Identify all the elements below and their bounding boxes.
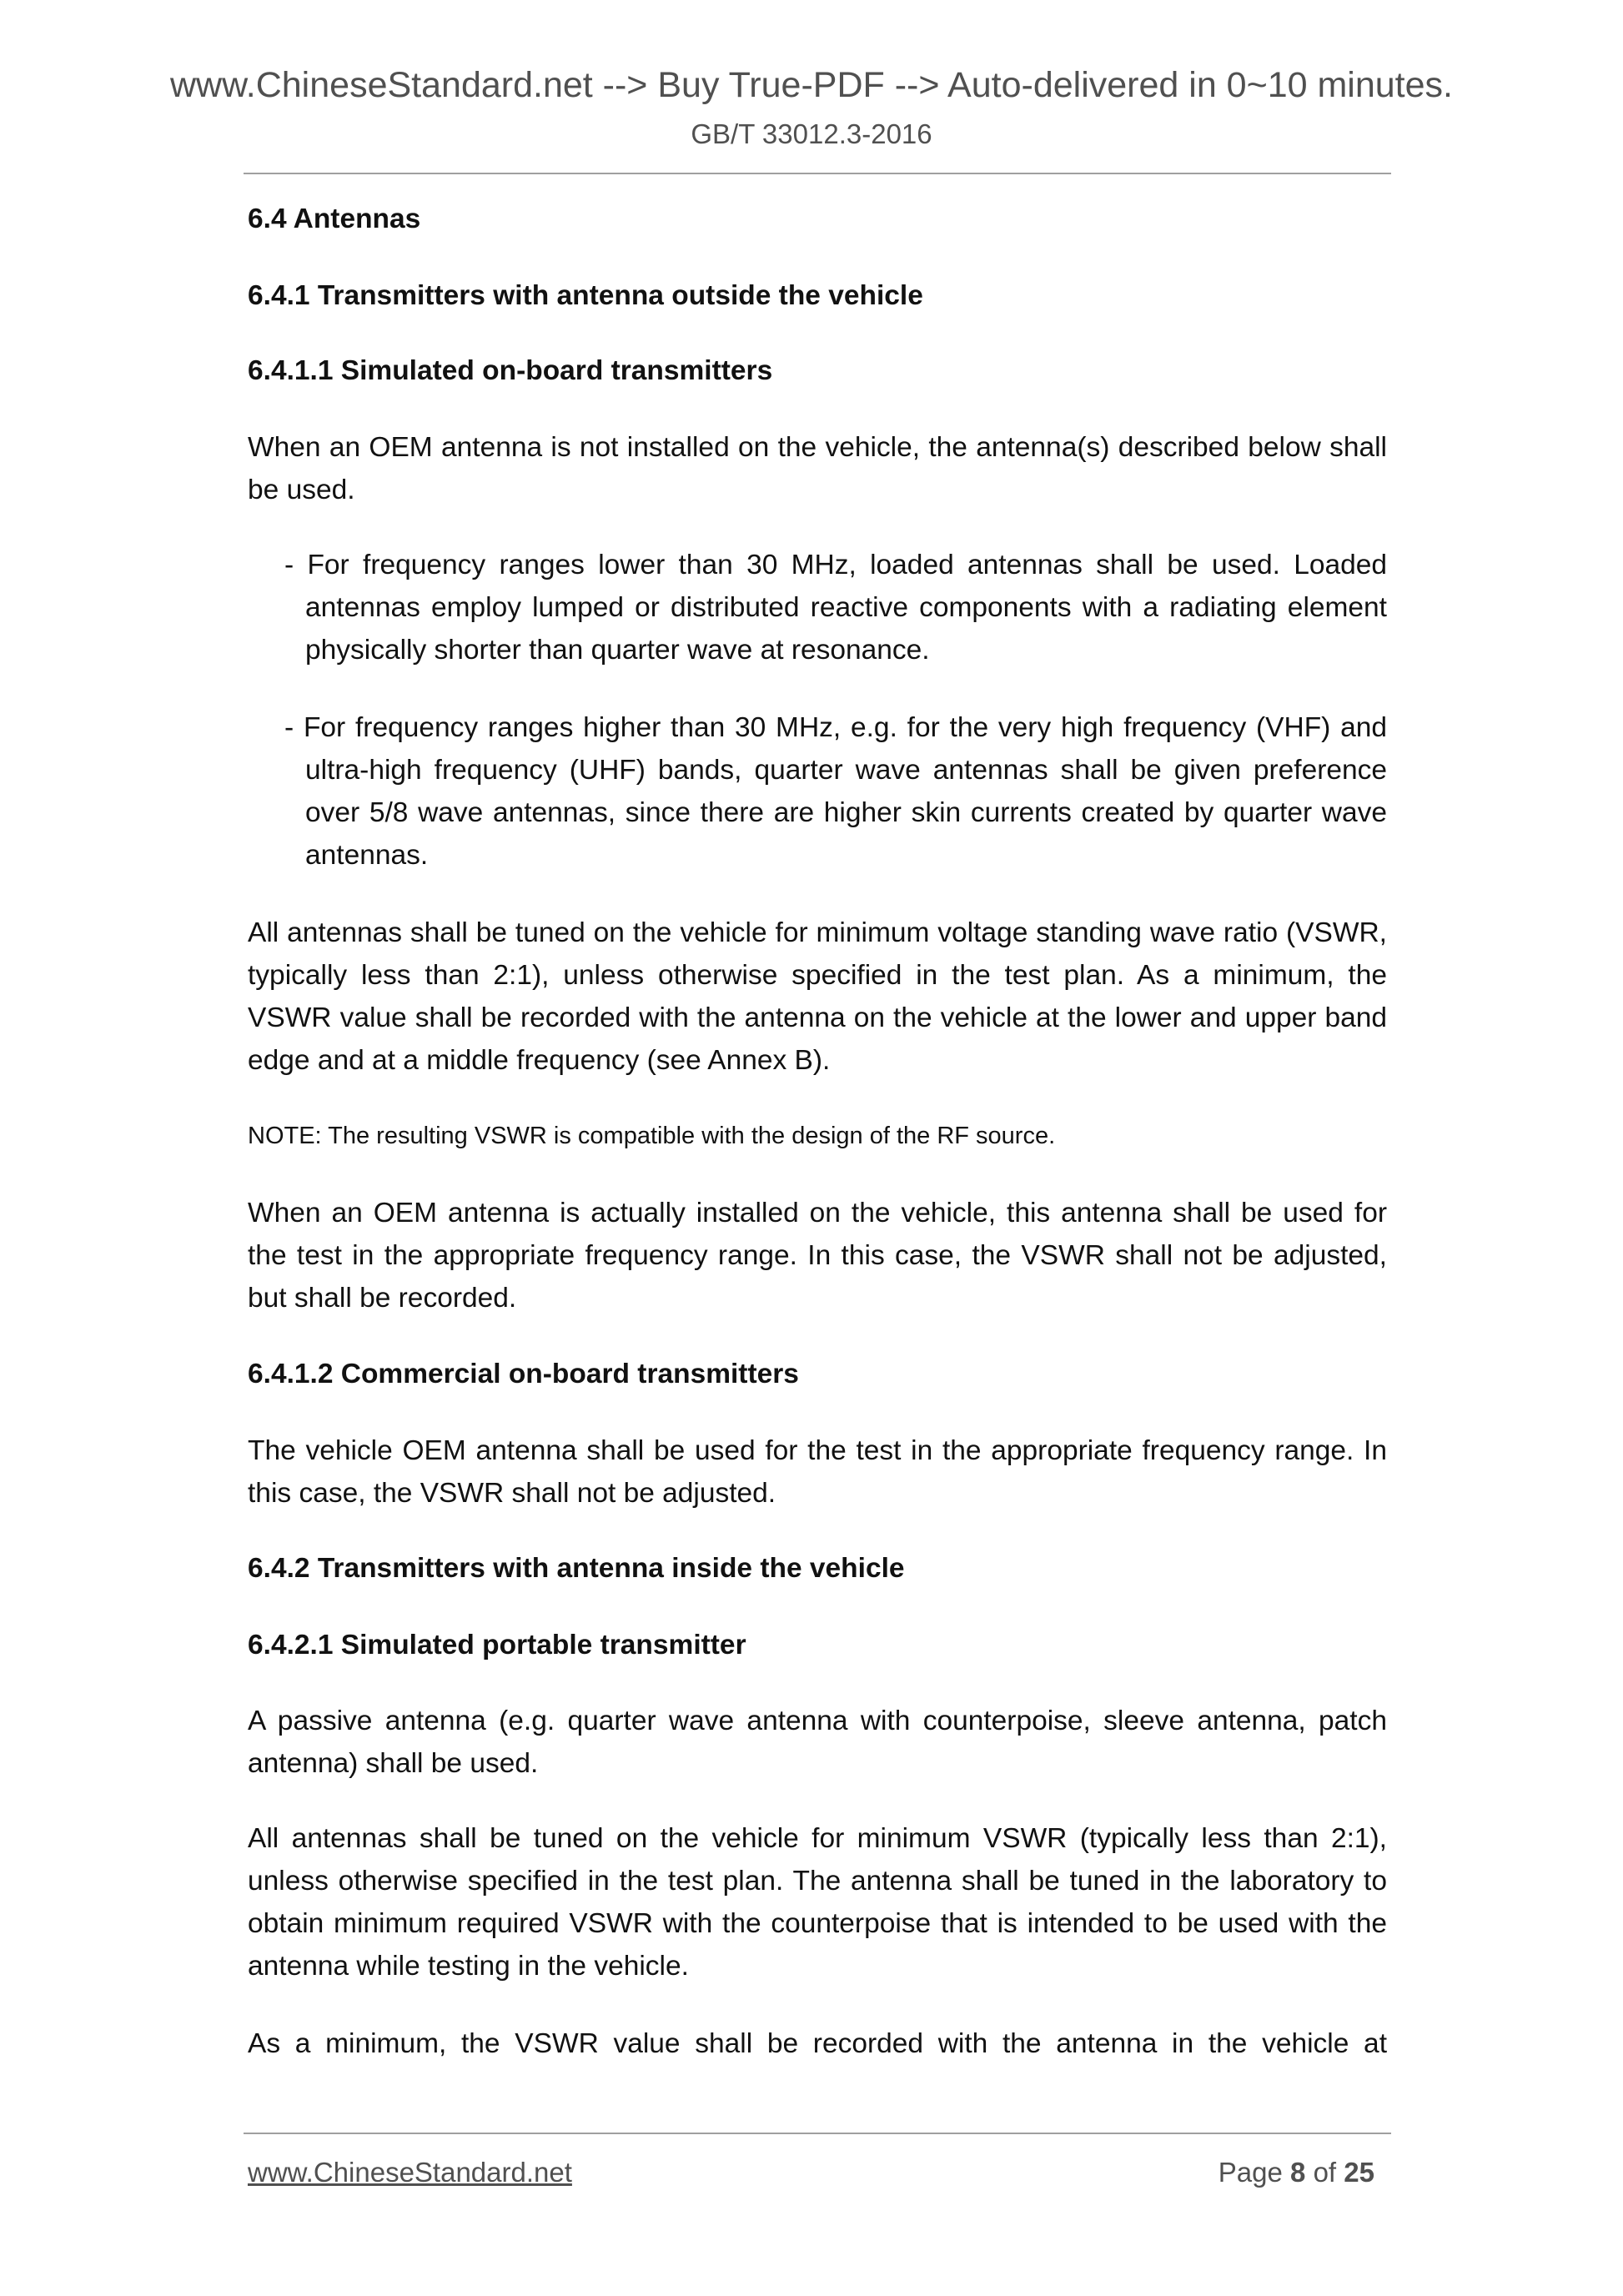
paragraph: The vehicle OEM antenna shall be used for the test in the appropriate frequency range. In this case, the VSWR shall not be adjusted. [248, 1435, 1387, 1509]
section-heading: 6.4.1.2 Commercial on-board transmitters [248, 1359, 799, 1389]
paragraph: When an OEM antenna is actually installed on the vehicle, this antenna shall be used for the test in the appropriate frequency range. In this case, the VSWR shall not be adjusted, but shall be recorded. [248, 1198, 1387, 1314]
footer-divider [244, 2133, 1391, 2134]
header-banner: www.ChineseStandard.net --> Buy True-PDF --> Auto-delivered in 0~10 minutes. [169, 65, 1453, 105]
page-current: 8 [1290, 2157, 1306, 2188]
bullet-item: - For frequency ranges higher than 30 MHz, e.g. for the very high frequency (VHF) and ultra-high frequency (UHF) bands, quarter wave antennas shall be given preference over 5/8 wave antennas, since there are higher skin currents created by quarter wave antennas. [284, 712, 1387, 871]
header-divider [244, 173, 1391, 174]
section-heading: 6.4.2 Transmitters with antenna inside the vehicle [248, 1553, 905, 1584]
page-number [1219, 2157, 1374, 2188]
page-of: of [1313, 2157, 1337, 2188]
page-label: Page [1218, 2157, 1283, 2188]
note: NOTE: The resulting VSWR is compatible with the design of the RF source. [248, 1123, 1056, 1149]
section-heading: 6.4.1 Transmitters with antenna outside the vehicle [248, 280, 923, 311]
paragraph: A passive antenna (e.g. quarter wave antenna with counterpoise, sleeve antenna, patch antenna) shall be used. [248, 1706, 1387, 1779]
paragraph: All antennas shall be tuned on the vehicle for minimum VSWR (typically less than 2:1), unless otherwise specified in the test plan. The antenna shall be tuned in the laboratory to obtain minimum required VSWR with the counterpoise that is intended to be used with the antenna while testing in the vehicle. [248, 1823, 1387, 1982]
footer-website-link[interactable]: www.ChineseStandard.net [248, 2157, 572, 2188]
paragraph: As a minimum, the VSWR value shall be recorded with the antenna in the vehicle at [248, 2028, 1387, 2059]
section-heading: 6.4.1.1 Simulated on-board transmitters [248, 355, 773, 386]
bullet-item: - For frequency ranges lower than 30 MHz, loaded antennas shall be used. Loaded antennas employ lumped or distributed reactive components with a radiating element physically shorter than quarter wave at resonance. [284, 550, 1387, 666]
standard-id: GB/T 33012.3-2016 [691, 118, 932, 149]
section-heading: 6.4 Antennas [248, 203, 421, 234]
paragraph: When an OEM antenna is not installed on the vehicle, the antenna(s) described below shall be used. [248, 432, 1387, 505]
paragraph: All antennas shall be tuned on the vehicle for minimum voltage standing wave ratio (VSWR, typically less than 2:1), unless otherwise specified in the test plan. As a minimum, the VSWR value shall be recorded with the antenna on the vehicle at the lower and upper band edge and at a middle frequency (see Annex B). [248, 917, 1387, 1076]
page-total: 25 [1344, 2157, 1374, 2188]
section-heading: 6.4.2.1 Simulated portable transmitter [248, 1630, 746, 1660]
